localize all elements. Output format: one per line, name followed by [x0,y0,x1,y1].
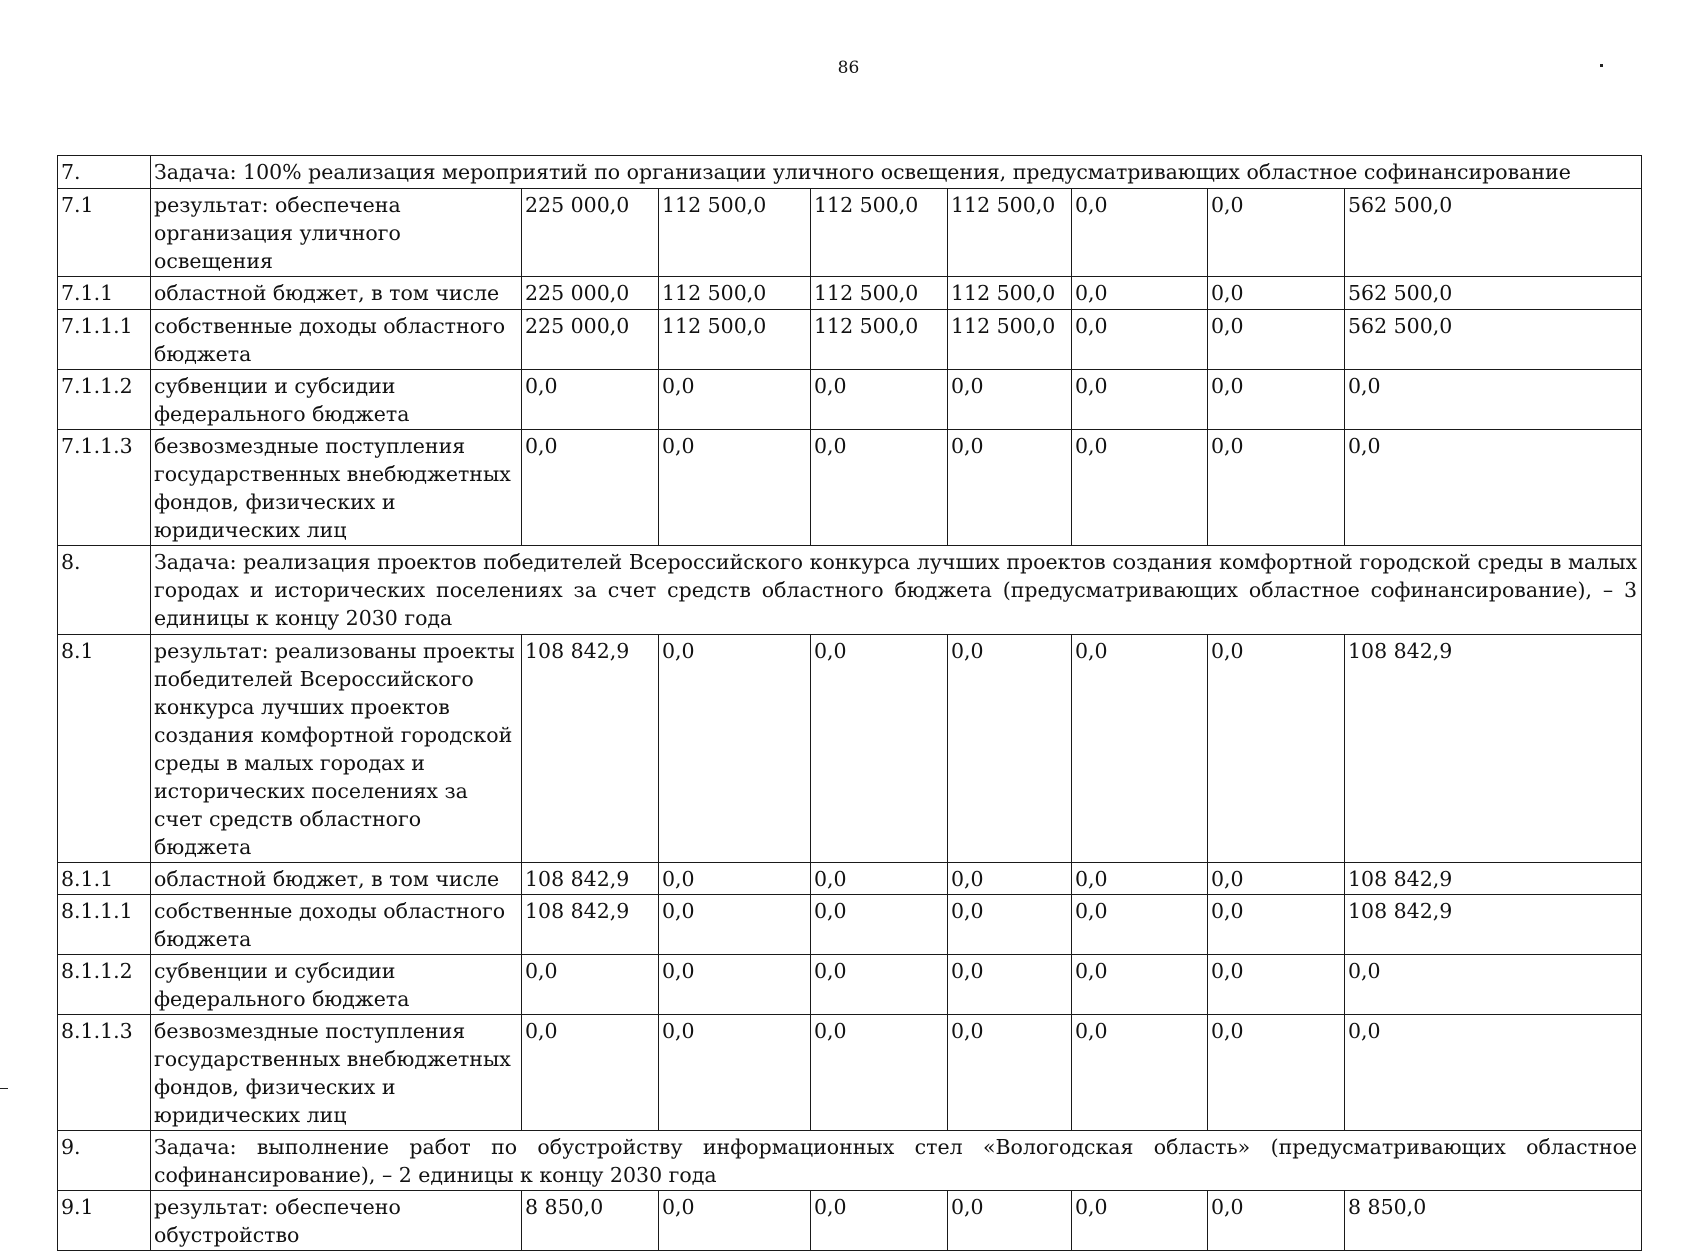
row-label: безвозмездные поступления государственных внебюджетных фондов, физических и юридических лиц [151,1015,522,1131]
row-code: 8.1.1.3 [58,1015,151,1131]
value-cell: 0,0 [659,635,811,863]
row-code: 8.1.1.2 [58,955,151,1015]
value-cell: 225 000,0 [522,189,659,277]
value-cell: 0,0 [1072,1191,1208,1251]
task-row [58,546,1642,635]
value-cell: 0,0 [1072,635,1208,863]
value-cell: 0,0 [948,1191,1072,1251]
task-description: Задача: выполнение работ по обустройству информационных стел «Вологодская область» (предусматривающих областное софинансирование), – 2 единицы к концу 2030 года [151,1131,1642,1191]
value-cell: 0,0 [811,895,948,955]
row-total-cell: 0,0 [1345,955,1642,1015]
value-cell: 108 842,9 [522,895,659,955]
value-cell: 0,0 [811,1191,948,1251]
value-cell: 112 500,0 [811,189,948,277]
value-cell: 112 500,0 [659,310,811,370]
value-cell: 0,0 [522,1015,659,1131]
value-cell: 0,0 [811,863,948,895]
row-label: результат: обеспечено обустройство [151,1191,522,1251]
value-cell: 112 500,0 [948,189,1072,277]
value-cell: 0,0 [1072,1015,1208,1131]
row-total-cell: 108 842,9 [1345,863,1642,895]
row-label: областной бюджет, в том числе [151,277,522,310]
value-cell: 0,0 [659,1191,811,1251]
row-code: 9. [58,1131,151,1191]
row-label: субвенции и субсидии федерального бюджета [151,955,522,1015]
row-label: результат: реализованы проекты победителей Всероссийского конкурса лучших проектов создания комфортной городской среды в малых городах и исторических поселениях за счет средств областного бюджета [151,635,522,863]
row-label: собственные доходы областного бюджета [151,310,522,370]
row-total-cell: 8 850,0 [1345,1191,1642,1251]
table-row [58,635,1642,863]
task-description: Задача: 100% реализация мероприятий по организации уличного освещения, предусматривающих областное софинансирование [151,156,1642,189]
value-cell: 0,0 [948,955,1072,1015]
row-label: собственные доходы областного бюджета [151,895,522,955]
value-cell: 112 500,0 [948,310,1072,370]
table-row [58,430,1642,546]
value-cell: 0,0 [522,430,659,546]
value-cell: 0,0 [522,955,659,1015]
value-cell: 0,0 [659,1015,811,1131]
row-label: субвенции и субсидии федерального бюджета [151,370,522,430]
value-cell: 0,0 [948,1015,1072,1131]
row-label: безвозмездные поступления государственных внебюджетных фондов, физических и юридических лиц [151,430,522,546]
value-cell: 0,0 [948,863,1072,895]
row-total-cell: 562 500,0 [1345,310,1642,370]
row-code: 8.1 [58,635,151,863]
table-row [58,895,1642,955]
row-code: 9.1 [58,1191,151,1251]
row-code: 8.1.1 [58,863,151,895]
value-cell: 0,0 [1072,863,1208,895]
task-description: Задача: реализация проектов победителей Всероссийского конкурса лучших проектов создания комфортной городской среды в малых городах и исторических поселениях за счет средств областного бюджета (предусматривающих областное софинансирование), – 3 единицы к концу 2030 года [151,546,1642,635]
row-code: 7.1.1.3 [58,430,151,546]
row-code: 7. [58,156,151,189]
value-cell: 0,0 [659,370,811,430]
value-cell: 0,0 [948,370,1072,430]
value-cell: 0,0 [1208,1015,1345,1131]
row-label: результат: обеспечена организация уличного освещения [151,189,522,277]
value-cell: 0,0 [811,430,948,546]
value-cell: 0,0 [1208,370,1345,430]
value-cell: 0,0 [1072,370,1208,430]
value-cell: 0,0 [1208,430,1345,546]
value-cell: 0,0 [811,370,948,430]
table-row [58,310,1642,370]
table-body [58,156,1642,1251]
value-cell: 0,0 [1072,189,1208,277]
row-code: 8.1.1.1 [58,895,151,955]
value-cell: 0,0 [1072,955,1208,1015]
row-code: 7.1.1 [58,277,151,310]
value-cell: 0,0 [948,895,1072,955]
row-total-cell: 108 842,9 [1345,635,1642,863]
row-total-cell: 108 842,9 [1345,895,1642,955]
value-cell: 112 500,0 [811,277,948,310]
row-total-cell: 0,0 [1345,370,1642,430]
table-row [58,370,1642,430]
row-total-cell: 562 500,0 [1345,277,1642,310]
value-cell: 0,0 [811,1015,948,1131]
value-cell: 108 842,9 [522,635,659,863]
value-cell: 112 500,0 [659,277,811,310]
value-cell: 112 500,0 [811,310,948,370]
value-cell: 0,0 [659,430,811,546]
value-cell: 0,0 [1072,430,1208,546]
value-cell: 0,0 [1208,1191,1345,1251]
value-cell: 0,0 [1072,310,1208,370]
value-cell: 0,0 [811,635,948,863]
scan-dot-mark [1600,64,1603,67]
row-code: 7.1.1.2 [58,370,151,430]
row-code: 7.1 [58,189,151,277]
table-row [58,955,1642,1015]
value-cell: 0,0 [1208,310,1345,370]
value-cell: 0,0 [811,955,948,1015]
table-row [58,189,1642,277]
row-code: 8. [58,546,151,635]
value-cell: 0,0 [522,370,659,430]
value-cell: 0,0 [1208,955,1345,1015]
value-cell: 112 500,0 [659,189,811,277]
value-cell: 0,0 [1208,895,1345,955]
value-cell: 0,0 [1208,635,1345,863]
table-row [58,1015,1642,1131]
value-cell: 225 000,0 [522,277,659,310]
value-cell: 225 000,0 [522,310,659,370]
value-cell: 0,0 [1208,277,1345,310]
value-cell: 0,0 [1072,895,1208,955]
row-total-cell: 562 500,0 [1345,189,1642,277]
budget-table [57,155,1642,1251]
task-row [58,1131,1642,1191]
table-row [58,277,1642,310]
value-cell: 0,0 [1072,277,1208,310]
task-row [58,156,1642,189]
scan-margin-mark [0,1088,8,1089]
value-cell: 108 842,9 [522,863,659,895]
value-cell: 0,0 [1208,863,1345,895]
value-cell: 0,0 [659,863,811,895]
value-cell: 0,0 [659,955,811,1015]
row-total-cell: 0,0 [1345,430,1642,546]
table-row [58,863,1642,895]
value-cell: 112 500,0 [948,277,1072,310]
value-cell: 0,0 [1208,189,1345,277]
row-code: 7.1.1.1 [58,310,151,370]
value-cell: 8 850,0 [522,1191,659,1251]
value-cell: 0,0 [659,895,811,955]
row-label: областной бюджет, в том числе [151,863,522,895]
value-cell: 0,0 [948,635,1072,863]
page-number: 86 [837,58,860,78]
value-cell: 0,0 [948,430,1072,546]
row-total-cell: 0,0 [1345,1015,1642,1131]
